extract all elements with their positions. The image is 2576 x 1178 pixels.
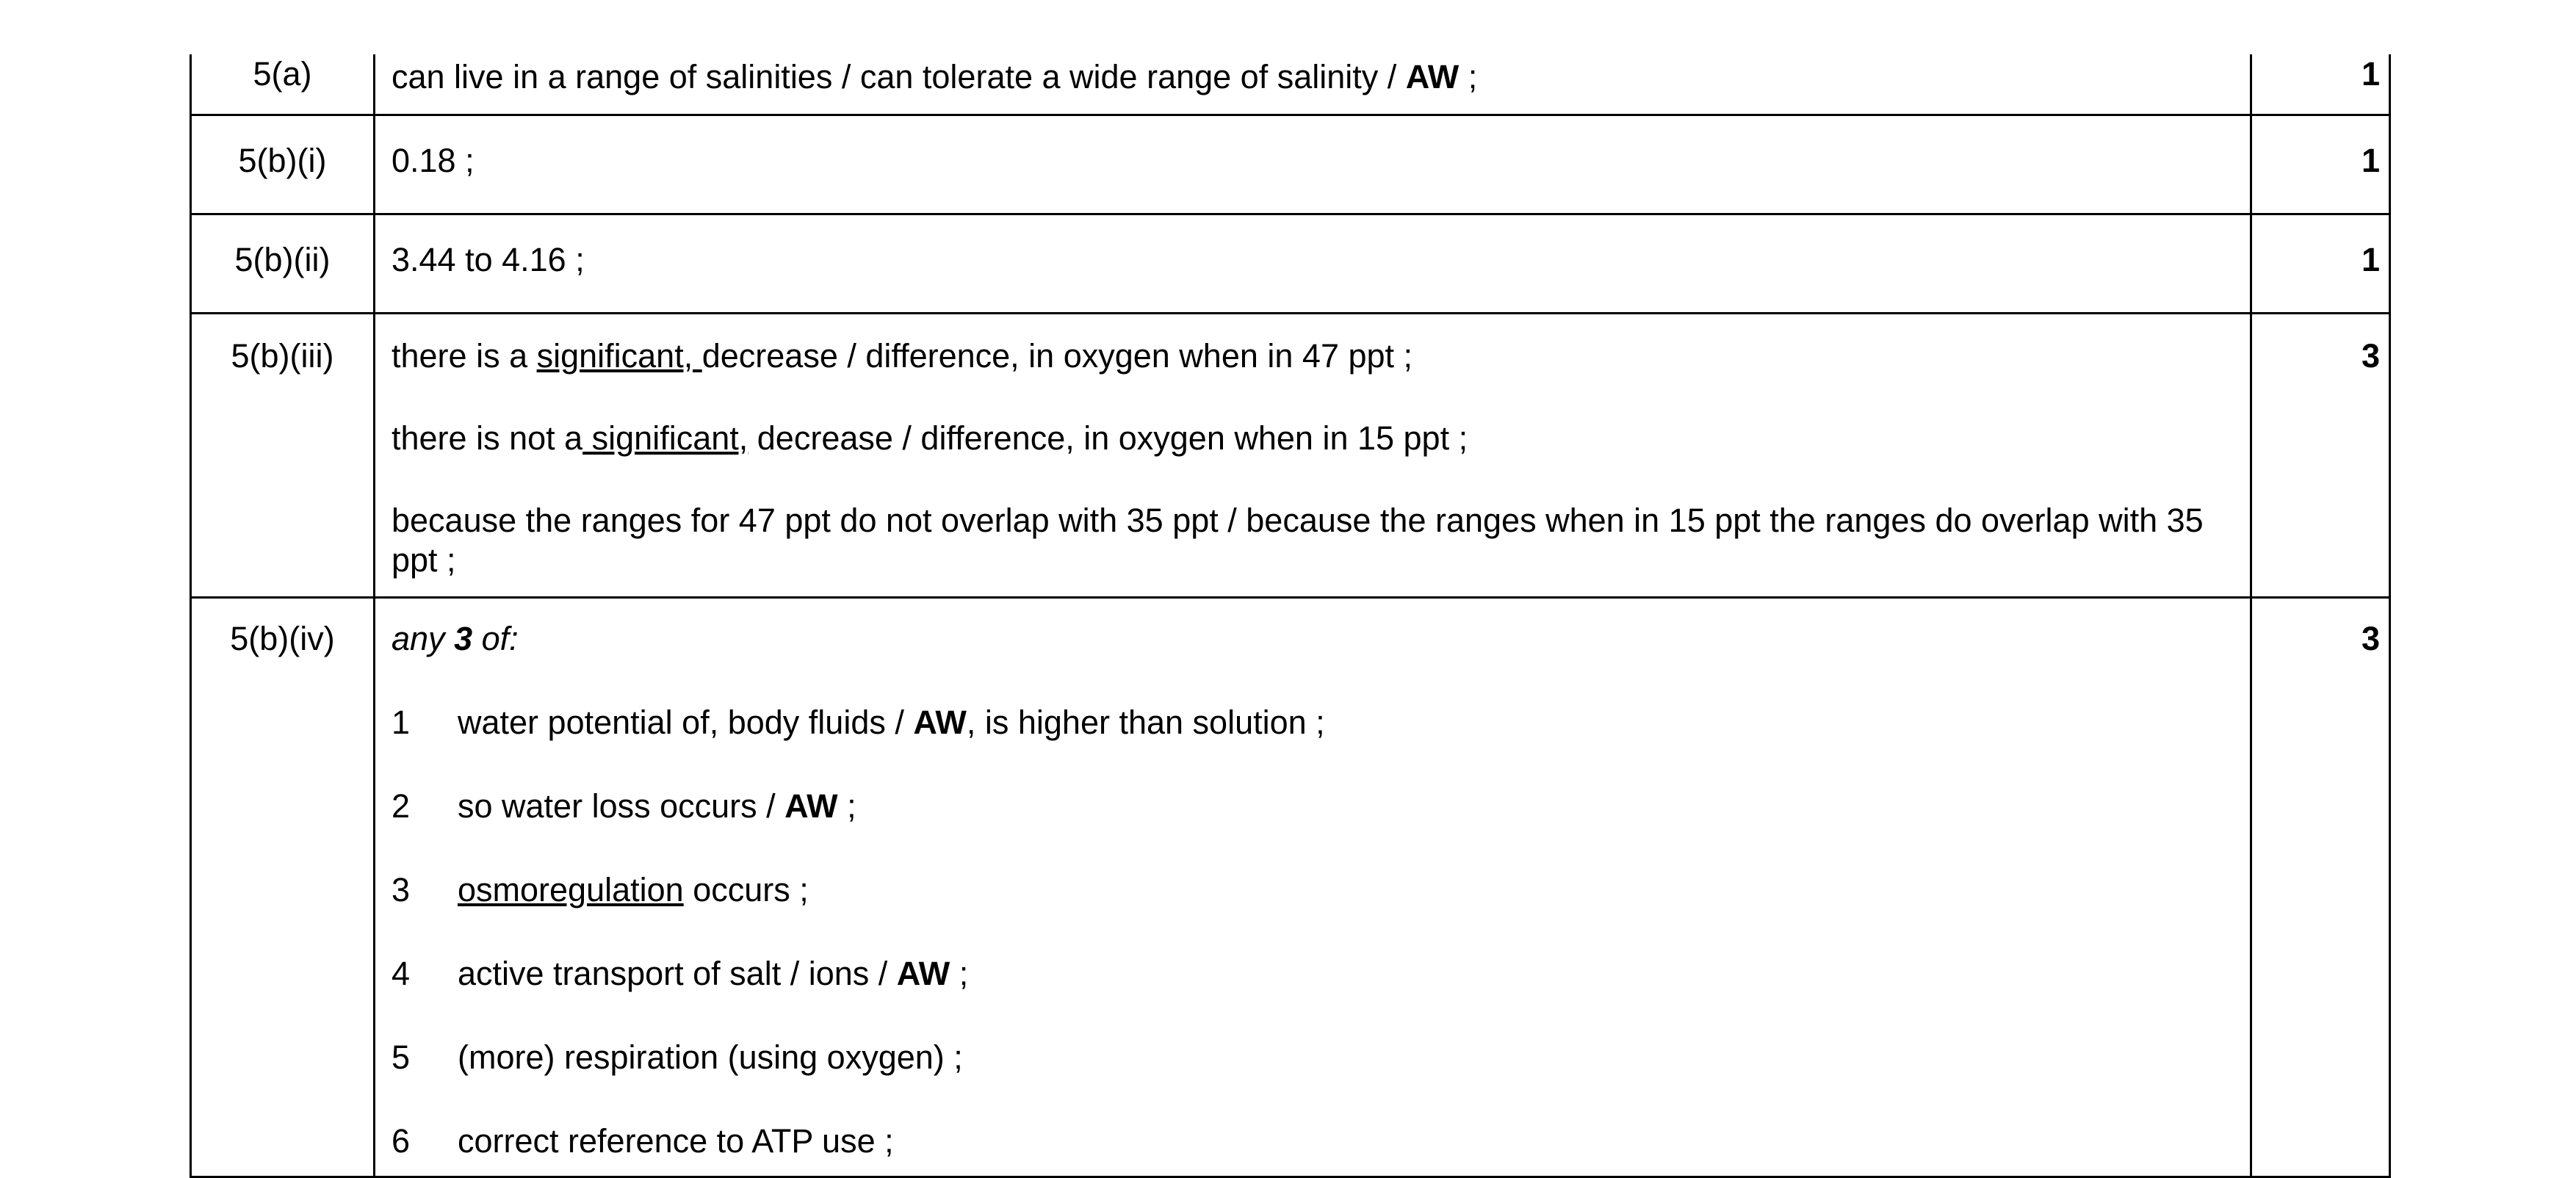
table-row-5a xyxy=(191,54,2390,115)
table-row-5bii xyxy=(191,214,2390,314)
question-number: 5(b)(i) xyxy=(191,115,375,214)
point-number: 1 xyxy=(392,704,411,741)
marks-cell: 1 xyxy=(2251,54,2390,115)
point-number: 6 xyxy=(392,1122,411,1160)
table-row-5biv xyxy=(191,598,2390,1177)
table-row-5bi xyxy=(191,115,2390,214)
mark-scheme-table xyxy=(190,54,2391,1178)
point-text: active transport of salt / ions / xyxy=(458,955,897,992)
question-number: 5(a) xyxy=(191,54,375,115)
underlined-text: significant, xyxy=(536,337,702,375)
point-text: so water loss occurs / xyxy=(458,787,785,825)
point-text: (more) respiration (using oxygen) ; xyxy=(458,1038,963,1076)
question-number: 5(b)(iii) xyxy=(191,314,375,598)
marks-cell: 1 xyxy=(2251,115,2390,214)
marks-cell: 3 xyxy=(2251,314,2390,598)
answer-cell xyxy=(375,598,2251,1177)
point-text: , is higher than solution ; xyxy=(966,704,1325,741)
answer-text: decrease / difference, in oxygen when in 47 ppt ; xyxy=(701,337,1413,375)
point-text: ; xyxy=(837,787,856,825)
point-text: occurs ; xyxy=(683,871,809,908)
answer-text: decrease / difference, in oxygen when in 15 ppt ; xyxy=(748,419,1468,457)
underlined-text: significant, xyxy=(582,419,748,457)
answer-count: 3 xyxy=(454,620,473,657)
table-row-5biii xyxy=(191,314,2390,598)
aw-label: AW xyxy=(896,955,950,992)
answer-cell xyxy=(375,314,2251,598)
point-number: 4 xyxy=(392,955,411,992)
point-text: water potential of, body fluids / xyxy=(458,704,914,741)
point-number: 3 xyxy=(392,871,411,908)
answer-text: any xyxy=(392,620,455,657)
list-item xyxy=(392,1121,2235,1161)
point-text: correct reference to ATP use ; xyxy=(458,1122,894,1160)
answer-text: of: xyxy=(472,620,519,657)
aw-label: AW xyxy=(913,704,967,741)
point-number: 5 xyxy=(392,1038,411,1076)
answer-cell: 3.44 to 4.16 ; xyxy=(375,214,2251,314)
answer-text: there is not a xyxy=(392,419,583,457)
answer-intro xyxy=(392,619,2235,659)
list-item xyxy=(392,870,2235,910)
answer-line: because the ranges for 47 ppt do not overlap with 35 ppt / because the ranges when in 15 ppt the ranges do overlap with 35 ppt ; xyxy=(392,502,2204,579)
answer-text: there is a xyxy=(392,337,537,375)
answer-cell xyxy=(375,54,2251,115)
answer-line xyxy=(392,419,2235,458)
question-number: 5(b)(ii) xyxy=(191,214,375,314)
answer-text: can live in a range of salinities / can tolerate a wide range of salinity / xyxy=(392,58,1406,95)
marks-cell: 3 xyxy=(2251,598,2390,1177)
answer-cell: 0.18 ; xyxy=(375,115,2251,214)
list-item xyxy=(392,787,2235,826)
list-item xyxy=(392,703,2235,742)
answer-text: ; xyxy=(1459,58,1478,95)
underlined-text: osmoregulation xyxy=(458,871,684,908)
list-item xyxy=(392,1038,2235,1077)
list-item xyxy=(392,954,2235,994)
marks-cell: 1 xyxy=(2251,214,2390,314)
point-text: ; xyxy=(950,955,969,992)
question-number: 5(b)(iv) xyxy=(191,598,375,1177)
aw-label: AW xyxy=(1405,58,1460,95)
point-number: 2 xyxy=(392,787,411,825)
answer-line xyxy=(392,336,2235,376)
aw-label: AW xyxy=(784,787,838,825)
